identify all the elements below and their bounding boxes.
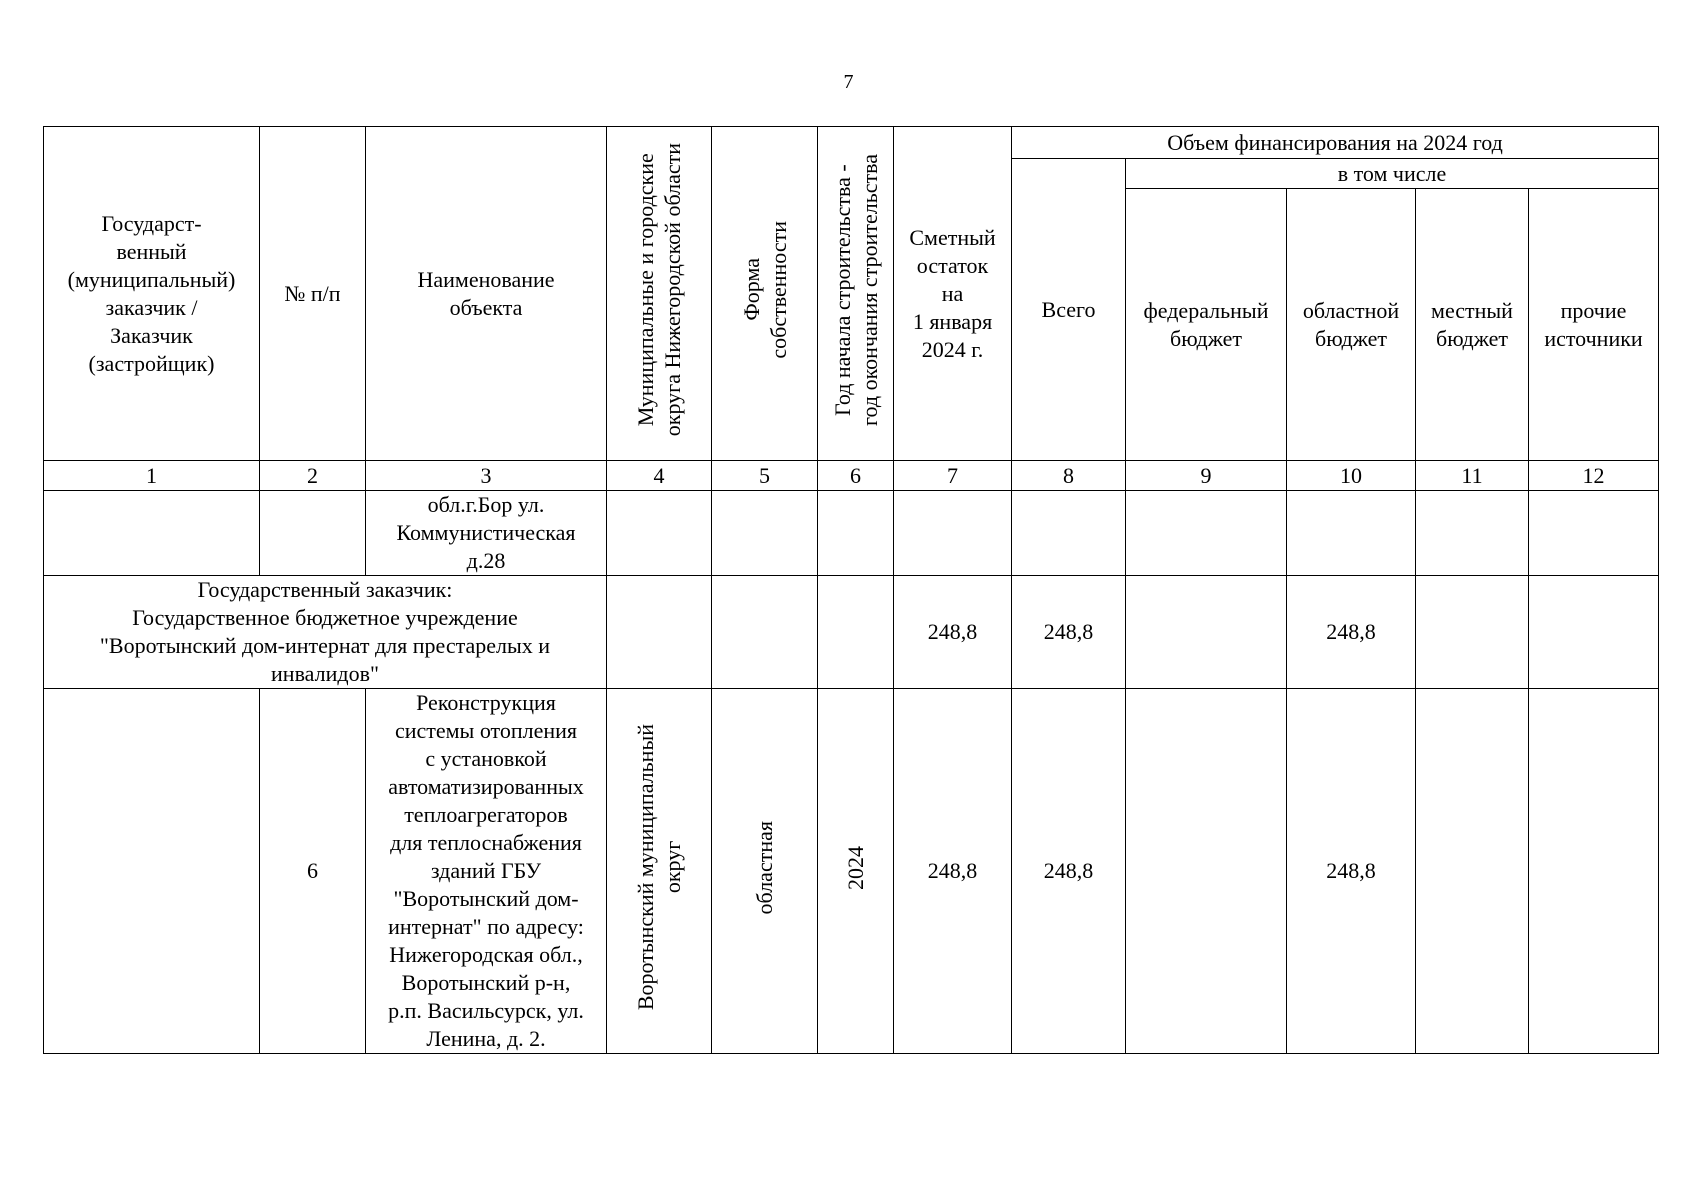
item-years: 2024 bbox=[843, 845, 868, 890]
header-ownership-cell bbox=[712, 127, 818, 461]
group-customer-title: Государственный заказчик: Государственное бюджетное учреждение "Воротынский дом-интернат для престарелых и инвалидов" bbox=[44, 576, 607, 689]
header-other: прочие источники bbox=[1529, 189, 1659, 461]
item-ownership: областная bbox=[752, 820, 777, 915]
header-item-no: № п/п bbox=[260, 127, 366, 461]
item-total: 248,8 bbox=[1012, 689, 1126, 1054]
item-regional: 248,8 bbox=[1287, 689, 1416, 1054]
column-number: 7 bbox=[894, 461, 1012, 491]
column-number: 2 bbox=[260, 461, 366, 491]
empty-cell bbox=[712, 491, 818, 576]
page-number: 7 bbox=[843, 71, 854, 93]
item-object-name: Реконструкция системы отопления с установкой автоматизированных теплоагрегаторов для теплоснабжения зданий ГБУ "Воротынский дом- интернат" по адресу: Нижегородская обл., Воротынский р-н, р.п. Васильсурск, ул. Ленина, д. 2. bbox=[366, 689, 607, 1054]
header-federal: федеральный бюджет bbox=[1126, 189, 1287, 461]
column-number: 1 bbox=[44, 461, 260, 491]
group-total: 248,8 bbox=[1012, 576, 1126, 689]
empty-cell bbox=[260, 491, 366, 576]
item-district: Воротынский муниципальный округ bbox=[633, 724, 685, 1011]
continuation-object-name: обл.г.Бор ул. Коммунистическая д.28 bbox=[366, 491, 607, 576]
column-number: 4 bbox=[607, 461, 712, 491]
empty-cell bbox=[818, 491, 894, 576]
header-ownership: Форма собственности bbox=[738, 221, 791, 359]
empty-cell bbox=[1287, 491, 1416, 576]
column-number: 8 bbox=[1012, 461, 1126, 491]
group-remainder: 248,8 bbox=[894, 576, 1012, 689]
header-customer: Государст- венный (муниципальный) заказчик / Заказчик (застройщик) bbox=[44, 127, 260, 461]
column-number-row bbox=[44, 461, 1659, 491]
column-number: 3 bbox=[366, 461, 607, 491]
header-local: местный бюджет bbox=[1416, 189, 1529, 461]
item-remainder: 248,8 bbox=[894, 689, 1012, 1054]
item-ownership-cell bbox=[712, 689, 818, 1054]
column-number: 10 bbox=[1287, 461, 1416, 491]
column-number: 5 bbox=[712, 461, 818, 491]
item-row bbox=[44, 689, 1659, 1054]
group-row bbox=[44, 576, 1659, 689]
empty-cell bbox=[1126, 491, 1287, 576]
column-number: 6 bbox=[818, 461, 894, 491]
header-total: Всего bbox=[1012, 159, 1126, 461]
header-regional: областной бюджет bbox=[1287, 189, 1416, 461]
empty-cell bbox=[1012, 491, 1126, 576]
header-districts-cell bbox=[607, 127, 712, 461]
empty-cell bbox=[44, 689, 260, 1054]
empty-cell bbox=[1416, 491, 1529, 576]
empty-cell bbox=[1416, 576, 1529, 689]
header-remainder: Сметный остаток на 1 января 2024 г. bbox=[894, 127, 1012, 461]
item-number: 6 bbox=[260, 689, 366, 1054]
financing-table bbox=[43, 126, 1659, 1054]
empty-cell bbox=[1529, 689, 1659, 1054]
item-district-cell bbox=[607, 689, 712, 1054]
header-object-name: Наименование объекта bbox=[366, 127, 607, 461]
empty-cell bbox=[1416, 689, 1529, 1054]
empty-cell bbox=[607, 491, 712, 576]
header-districts: Муниципальные и городские округа Нижегородской области bbox=[633, 143, 685, 437]
empty-cell bbox=[1126, 689, 1287, 1054]
column-number: 11 bbox=[1416, 461, 1529, 491]
empty-cell bbox=[712, 576, 818, 689]
header-including: в том числе bbox=[1126, 159, 1659, 189]
header-funding-group: Объем финансирования на 2024 год bbox=[1012, 127, 1659, 159]
empty-cell bbox=[44, 491, 260, 576]
empty-cell bbox=[607, 576, 712, 689]
column-number: 9 bbox=[1126, 461, 1287, 491]
item-years-cell bbox=[818, 689, 894, 1054]
empty-cell bbox=[894, 491, 1012, 576]
header-row-1 bbox=[44, 127, 1659, 159]
empty-cell bbox=[1529, 576, 1659, 689]
empty-cell bbox=[1529, 491, 1659, 576]
column-number: 12 bbox=[1529, 461, 1659, 491]
header-years: Год начала строительства - год окончания строительства bbox=[829, 154, 882, 426]
empty-cell bbox=[818, 576, 894, 689]
group-regional: 248,8 bbox=[1287, 576, 1416, 689]
header-years-cell bbox=[818, 127, 894, 461]
empty-cell bbox=[1126, 576, 1287, 689]
continuation-row bbox=[44, 491, 1659, 576]
